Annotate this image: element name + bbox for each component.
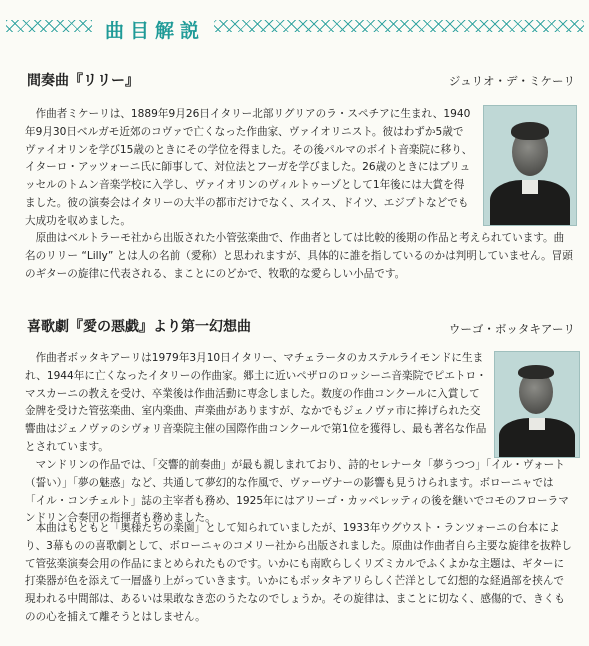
page-header [0, 12, 589, 42]
composer-name: ジュリオ・デ・ミケーリ [448, 74, 575, 88]
paragraph: マンドリンの作品では、「交響的前奏曲」が最も親しまれており、詩的セレナータ「夢うつつ」「イル・ヴォート（誓い）」「夢の魅惑」など、共通して夢幻的な作風で、ヴァーヴナーの影響も見うけられます。ボローニャでは「イル・コンチェルト」誌の主宰者も務め、1925年にはアリーゴ・カッペレッティの後を継いでコモのフローラマンドリン合奏団の指揮者も務めました。 [25, 459, 569, 525]
composer-name: ウーゴ・ボッタキアーリ [448, 322, 575, 336]
paragraph: 本曲はもともと「奥様たちの楽園」として知られていましたが、1933年ウグウスト・ランツォーニの台本により、3幕ものの喜歌劇として、ボローニャのコメリー社から出版されました。原曲は作曲者自ら主要な旋律を抜粋して管弦楽演奏会用の作品にまとめられたものです。いかにも南欧らしくリズミカルでふくよかな主題は、ギターに打楽器が色を添えて一層盛り上がっていきます。いかにもボッタキアリらしく芒洋として幻想的な経過部を挟んで現われる中間部は、あるいは果敢なき恋のうたなのでしょうか。その旋律は、まことに切なく、感傷的で、きくものの心を捕えて離そうとはしません。 [25, 522, 572, 623]
page-title: 曲目解説 [104, 20, 205, 42]
composer-portrait [494, 351, 580, 458]
section-title: 間奏曲『リリー』 [27, 73, 139, 89]
composer-portrait [483, 105, 577, 226]
decorative-border-left [6, 20, 92, 32]
section-title: 喜歌劇『愛の悪戯』より第一幻想曲 [27, 319, 251, 335]
paragraph: 原曲はベルトラーモ社から出版された小管弦楽曲で、作曲者としては比較的後期の作品と考えられています。曲名のリリー “Lilly” とは人の名前（愛称）と思われますが、具体的に誰を指しているのかは判明していません。冒頭のギターの旋律に代表される、まことにのどかで、牧歌的な愛らしい小品です。 [25, 232, 573, 280]
paragraph: 作曲者ミケーリは、1889年9月26日イタリー北部リグリアのラ・スペチアに生まれ、1940年9月30日ベルガモ近郊のコヴァで亡くなった作曲家、ヴァイオリニスト。彼はわずか5歳でヴァイオリンを学び15歳のときにその学位を得ました。その後パルマのボイト音楽院に移り、イターロ・アッツォーニ氏に師事して、対位法とフーガを学びました。26歳のときにはブリュッセルのトムン音楽学校に入学し、ヴァイオリンのヴィルトゥーゾとして1年後には大賞を得ました。彼の演奏会はイタリーの大半の都市だけでなく、スイス、ドイツ、エジプトなどでも大成功を収めました。 [25, 108, 473, 227]
decorative-border-right [214, 20, 584, 32]
paragraph: 作曲者ボッタキアーリは1979年3月10日イタリー、マチェラータのカステルライモンドに生まれ、1944年に亡くなったイタリーの作曲家。郷土に近いペザロのロッシーニ音楽院でピエトロ・マスカーニの教えを受け、卒業後は作曲活動に専念しました。数度の作曲コンクールに入賞して金牌を受けた管弦楽曲、室内楽曲、声楽曲がありますが、なかでもジェノヴァ市に捧げられた交響曲はジェノヴァのシヴォリ音楽院主催の国際作曲コンクールで第1位を獲得し、最も著名な作品とされています。 [25, 352, 487, 453]
